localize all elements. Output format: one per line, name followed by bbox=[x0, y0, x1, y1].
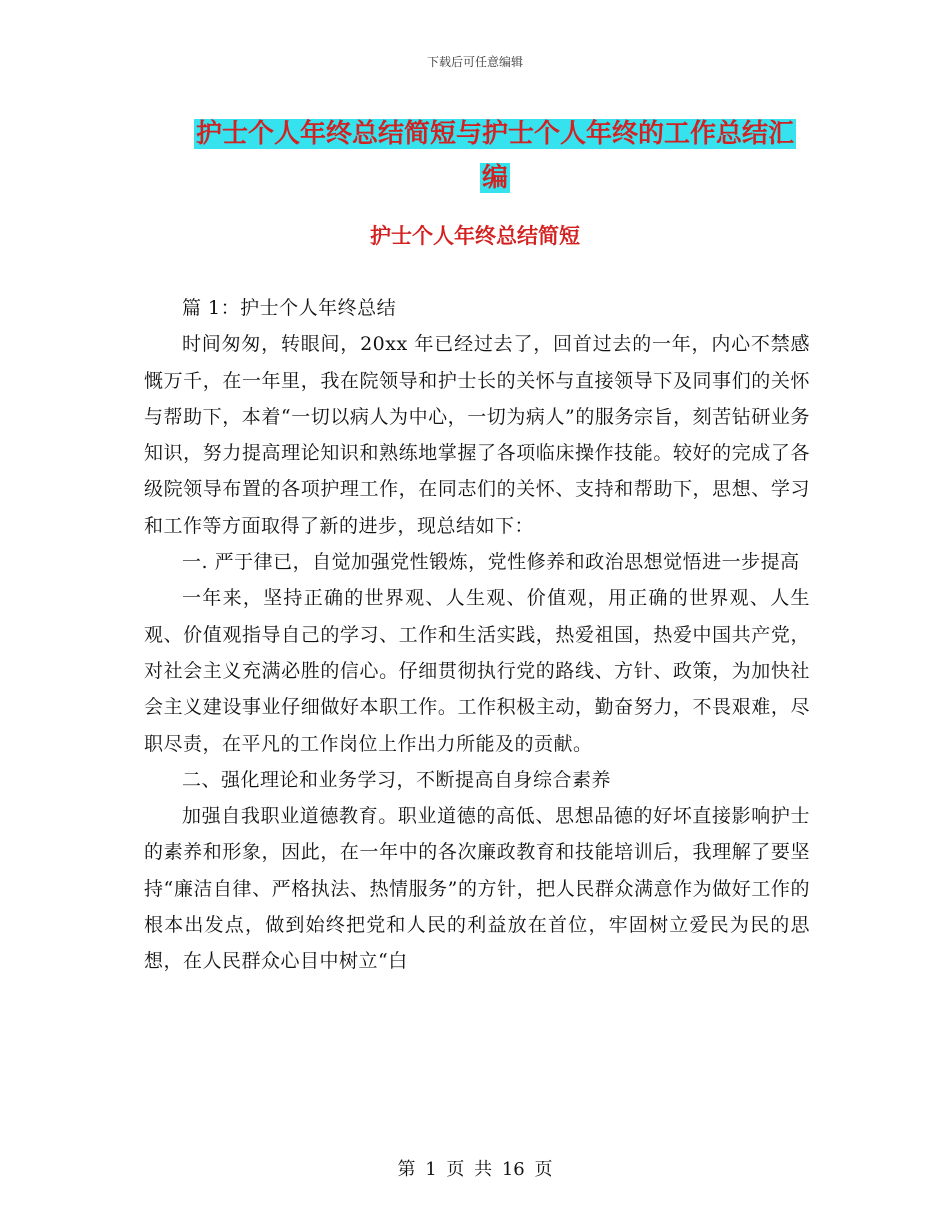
document-title-line-2: 编 bbox=[481, 163, 508, 193]
body-text bbox=[144, 290, 810, 980]
page-footer: 第 1 页 共 16 页 bbox=[397, 1159, 553, 1180]
document-title bbox=[150, 112, 840, 200]
paragraph-heading-two: 二、强化理论和业务学习，不断提高自身综合素养 bbox=[182, 768, 612, 791]
paragraph-intro: 时间匆匆，转眼间，20xx 年已经过去了，回首过去的一年，内心不禁感慨万千，在一年里，我在院领导和护士长的关怀与直接领导下及同事们的关怀与帮助下，本着“一切以病人为中心，一切为病人”的服务宗旨，刻苦钻研业务知识，努力提高理论知识和熟练地掌握了各项临床操作技能。较好的完成了各级院领导布置的各项护理工作，在同志们的关怀、支持和帮助下，思想、学习和工作等方面取得了新的进步，现总结如下： bbox=[144, 333, 810, 537]
section-title: 护士个人年终总结简短 bbox=[370, 224, 580, 248]
paragraph-heading-one: 一. 严于律已，自觉加强党性锻炼，党性修养和政治思想觉悟进一步提高 bbox=[182, 551, 800, 574]
paragraph-ethics: 加强自我职业道德教育。职业道德的高低、思想品德的好坏直接影响护士的素养和形象，因此，在一年中的各次廉政教育和技能培训后，我理解了要坚持“廉洁自律、严格执法、热情服务”的方针，把人民群众满意作为做好工作的根本出发点，做到始终把党和人民的利益放在首位，牢固树立爱民为民的思想，在人民群众心目中树立“白 bbox=[144, 805, 810, 973]
paragraph-worldview: 一年来，坚持正确的世界观、人生观、价值观，用正确的世界观、人生观、价值观指导自己的学习、工作和生活实践，热爱祖国，热爱中国共产党，对社会主义充满必胜的信心。仔细贯彻执行党的路线、方针、政策，为加快社会主义建设事业仔细做好本职工作。工作积极主动，勤奋努力，不畏艰难，尽职尽责，在平凡的工作岗位上作出力所能及的贡献。 bbox=[144, 587, 810, 755]
document-title-line-1: 护士个人年终总结简短与护士个人年终的工作总结汇 bbox=[195, 119, 794, 149]
header-note: 下载后可任意编辑 bbox=[426, 55, 523, 69]
paragraph-subheading: 篇 1：护士个人年终总结 bbox=[182, 297, 397, 319]
